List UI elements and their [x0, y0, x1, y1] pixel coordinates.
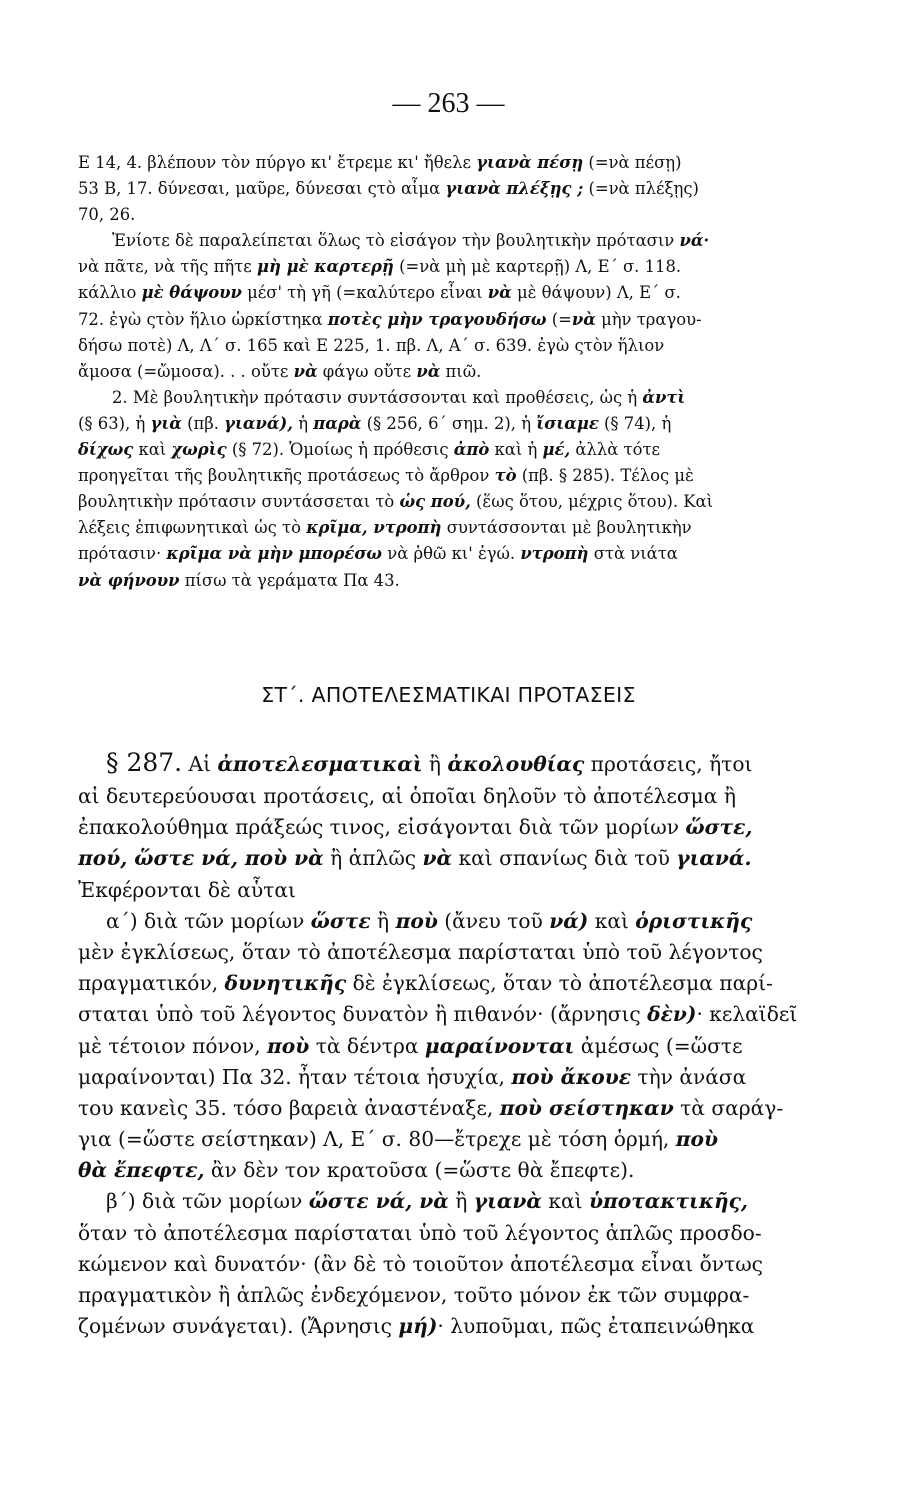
emphasis-term: ὁριστικῆς — [635, 908, 753, 933]
text-run: ἢ — [422, 752, 448, 776]
text-run: μὲ θάψουν) Λ, Ε΄ σ. — [511, 283, 681, 303]
text-run: αἱ δευτερεύουσαι προτάσεις, αἱ ὁποῖαι δηλοῦν τὸ ἀποτέλεσμα ἢ — [78, 784, 736, 808]
text-run: (=νὰ πέσῃ) — [583, 153, 682, 172]
text-run: προτάσεις, ἤτοι — [584, 752, 753, 776]
text-line — [78, 202, 823, 228]
emphasis-term: ποὺ — [395, 908, 438, 933]
text-line — [78, 812, 823, 843]
text-run: ἀμέσως (=ὥστε — [574, 1033, 743, 1058]
text-run: νὰ ῥθῶ κι' ἐγώ. — [382, 544, 521, 564]
emphasis-term: ποὺ — [675, 1127, 719, 1152]
text-run: τὴν ἀνάσα — [631, 1064, 747, 1089]
text-line — [78, 1155, 823, 1186]
text-line — [78, 968, 823, 999]
text-run: (= — [546, 309, 572, 329]
emphasis-term: κρῖμα, ντροπὴ — [306, 518, 442, 538]
emphasis-term: νὰ — [293, 361, 318, 381]
emphasis-term: θὰ ἔπεφτε, — [78, 1158, 205, 1183]
text-line — [78, 937, 823, 968]
text-run: (ἄνευ τοῦ — [437, 908, 550, 933]
text-line — [78, 385, 823, 411]
text-run: δὲ ἐγκλίσεως, ὅταν τὸ ἀποτέλεσμα παρί- — [346, 971, 773, 996]
text-run: μὲν ἐγκλίσεως, ὅταν τὸ ἀποτέλεσμα παρίσταται ὑπὸ τοῦ λέγοντος — [78, 939, 763, 964]
text-line — [78, 411, 823, 437]
text-run: του κανεὶς 35. τόσο βαρειὰ ἀναστέναξε, — [78, 1095, 500, 1120]
text-line — [78, 843, 823, 874]
text-run: καὶ — [588, 908, 636, 933]
text-run: ἐπακολούθημα πράξεώς τινος, εἰσάγονται διὰ τῶν μορίων — [78, 815, 686, 840]
emphasis-term: ποτὲς μὴν τραγουδήσω — [327, 309, 547, 329]
text-run: τὰ δέντρα — [309, 1033, 425, 1058]
main-text-block — [78, 745, 823, 1342]
emphasis-term: δὲν) — [647, 1002, 697, 1027]
text-run: (=νὰ μὴ μὲ καρτερῇ) Λ, Ε΄ σ. 118. — [393, 257, 682, 277]
text-line — [78, 333, 823, 359]
text-run: Ε 14, 4. βλέπουν τὸν πύργο κι' ἔτρεμε κι' ἤθελε — [78, 153, 477, 172]
text-run: ἂν δὲν τον κρατοῦσα (=ὥστε θὰ ἔπεφτε). — [204, 1158, 635, 1183]
text-run: πιῶ. — [440, 361, 482, 381]
emphasis-term: ὑποτακτικῆς, — [588, 1189, 748, 1214]
text-run: (§ 72). Ὁμοίως ἡ πρόθεσις — [226, 440, 454, 460]
emphasis-term: μαραίνονται — [424, 1033, 575, 1058]
section-heading: ΣΤ΄. ΑΠΟΤΕΛΕΣΜΑΤΙΚΑΙ ΠΡΟΤΑΣΕΙΣ — [261, 683, 636, 707]
text-run: ἢ — [370, 908, 396, 933]
text-run: πρότασιν· — [78, 544, 167, 564]
text-run: ἡ — [292, 413, 314, 433]
text-run: σταται ὑπὸ τοῦ λέγοντος δυνατὸν ἢ πιθανόν· (ἄρνησις — [78, 1002, 648, 1027]
text-line — [78, 359, 823, 385]
text-line — [78, 463, 823, 489]
text-run: (ἕως ὅτου, μέχρις ὅτου). Καὶ — [470, 492, 714, 512]
text-line — [78, 1093, 823, 1124]
text-run: προηγεῖται τῆς βουλητικῆς προτάσεως τὸ ἄρθρον — [78, 466, 495, 486]
emphasis-term: νὰ — [487, 283, 512, 303]
text-line — [78, 489, 823, 515]
text-run: μαραίνονται) Πα 32. ἦταν τέτοια ἡσυχία, — [78, 1064, 512, 1089]
text-run: (πβ. § 285). Τέλος μὲ — [516, 466, 694, 486]
text-run: μὲ τέτοιον πόνον, — [78, 1033, 268, 1058]
text-run: καὶ ἡ — [489, 440, 543, 460]
emphasis-term: ὥστε — [310, 908, 371, 933]
text-line — [78, 176, 823, 202]
text-run: 2. Μὲ βουλητικὴν πρότασιν συντάσσονται καὶ προθέσεις, ὡς ἡ — [112, 387, 643, 407]
emphasis-term: γιανὰ — [473, 1189, 542, 1214]
text-line — [78, 437, 823, 463]
emphasis-term: νὰ — [571, 309, 596, 329]
emphasis-term: νά) — [549, 908, 589, 933]
text-run: Ἐνίοτε δὲ παραλείπεται ὅλως τὸ εἰσάγον τὴν βουλητικὴν πρότασιν — [112, 231, 680, 251]
text-run: ὅταν τὸ ἀποτέλεσμα παρίσταται ὑπὸ τοῦ λέγοντος ἁπλῶς προσδο- — [78, 1220, 762, 1245]
emphasis-term: νὰ — [416, 361, 441, 381]
text-run: καὶ — [133, 440, 172, 460]
text-line — [78, 515, 823, 541]
text-line — [78, 1186, 823, 1217]
emphasis-term: δίχως — [78, 440, 134, 460]
section-paragraph-start — [78, 745, 823, 781]
text-line — [78, 999, 823, 1030]
text-run: φάγω οὔτε — [317, 361, 417, 381]
text-run: δήσω ποτὲ) Λ, Λ΄ σ. 165 καὶ Ε 225, 1. πβ. Λ, Α΄ σ. 639. ἐγὼ ςτὸν ἥλιον — [78, 335, 665, 355]
text-line — [78, 781, 823, 812]
emphasis-term: μή) — [398, 1314, 438, 1339]
emphasis-term: χωρὶς — [171, 440, 227, 460]
text-line — [78, 875, 823, 906]
text-run: βουλητικὴν πρότασιν συντάσσεται τὸ — [78, 492, 400, 512]
emphasis-term: ἀπὸ — [453, 440, 490, 460]
small-print-block — [78, 150, 823, 594]
page-number: — 263 — — [392, 88, 505, 119]
emphasis-term: μὲ θάψουν — [141, 283, 242, 303]
text-line — [78, 1031, 823, 1062]
text-run: · κελαϊδεῖ — [696, 1002, 798, 1027]
emphasis-term: μὴ μὲ καρτερῇ — [256, 257, 394, 277]
emphasis-term: κρῖμα νὰ μὴν μπορέσω — [166, 544, 383, 564]
text-line — [78, 307, 823, 333]
text-line — [78, 541, 823, 567]
emphasis-term: ὥστε, — [685, 815, 753, 840]
text-run: ζομένων συνάγεται). (Ἄρνησις — [78, 1314, 399, 1339]
emphasis-term: νὰ φήνουν — [78, 570, 180, 590]
text-line — [78, 1218, 823, 1249]
text-line — [78, 1062, 823, 1093]
emphasis-term: ἀκολουθίας — [447, 752, 585, 776]
text-run: στὰ νιάτα — [588, 544, 678, 564]
text-line — [78, 280, 823, 306]
text-run: καὶ — [541, 1189, 589, 1214]
text-run: (=νὰ πλέξῃς) — [583, 179, 699, 199]
emphasis-term: ὥστε νά, νὰ — [308, 1189, 449, 1214]
text-run: λέξεις ἐπιφωνητικαὶ ὡς τὸ — [78, 518, 307, 538]
text-run: ἄμοσα (=ὤμοσα). . . οὔτε — [78, 361, 294, 381]
text-run: 53 Β, 17. δύνεσαι, μαῦρε, δύνεσαι ςτὸ αἷμα — [78, 179, 446, 199]
text-run: νὰ πᾶτε, νὰ τῆς πῆτε — [78, 257, 257, 277]
text-line — [78, 568, 823, 594]
text-run: (§ 63), ἡ — [78, 413, 151, 433]
text-run: (§ 74), ἡ — [598, 413, 672, 433]
text-line — [78, 150, 823, 176]
text-run: 70, 26. — [78, 205, 136, 225]
text-line — [78, 1280, 823, 1311]
emphasis-term: νὰ — [422, 846, 453, 871]
text-run: ἀλλὰ τότε — [570, 440, 661, 460]
text-run: συντάσσονται μὲ βουλητικὴν — [441, 518, 692, 538]
emphasis-term: ντροπὴ — [520, 544, 589, 564]
emphasis-term: νά· — [679, 231, 710, 251]
text-line — [78, 1311, 823, 1342]
text-run: (§ 256, 6΄ σημ. 2), ἡ — [361, 413, 537, 433]
emphasis-term: τὸ — [494, 466, 517, 486]
emphasis-term: μέ, — [542, 440, 571, 460]
text-run: Ἐκφέρονται δὲ αὗται — [78, 877, 296, 902]
emphasis-term: γιὰ — [150, 413, 182, 433]
emphasis-term: ποὺ ἄκουε — [511, 1064, 631, 1089]
emphasis-term: παρὰ — [313, 413, 362, 433]
text-line — [78, 254, 823, 280]
text-line — [78, 1124, 823, 1155]
emphasis-term: ἴσιαμε — [536, 413, 599, 433]
text-run: β΄) διὰ τῶν μορίων — [106, 1189, 309, 1214]
text-run: τὰ σαράγ- — [673, 1095, 784, 1120]
text-run: για (=ὥστε σείστηκαν) Λ, Ε΄ σ. 80—ἔτρεχε μὲ τόση ὁρμή, — [78, 1127, 676, 1152]
emphasis-term: γιανά. — [676, 846, 752, 871]
text-run: § 287. — [106, 748, 183, 777]
emphasis-term: ἀποτελεσματικαὶ — [217, 752, 423, 776]
emphasis-term: γιανὰ πλέξῃς ; — [445, 179, 584, 199]
text-run: ἢ ἁπλῶς — [323, 846, 423, 871]
emphasis-term: γιανά), — [224, 413, 293, 433]
emphasis-term: πού, ὥστε νά, ποὺ νὰ — [78, 846, 324, 871]
text-run: ἢ — [448, 1189, 474, 1214]
text-line — [78, 228, 823, 254]
emphasis-term: γιανὰ πέσῃ — [476, 153, 584, 172]
text-run: πραγματικόν, — [78, 971, 225, 996]
emphasis-term: ποὺ — [267, 1033, 310, 1058]
text-run: πίσω τὰ γεράματα Πα 43. — [179, 570, 400, 590]
text-run: πραγματικὸν ἢ ἁπλῶς ἐνδεχόμενον, τοῦτο μόνον ἐκ τῶν συμφρα- — [78, 1283, 750, 1307]
text-run: α΄) διὰ τῶν μορίων — [106, 908, 311, 933]
emphasis-term: ποὺ σείστηκαν — [499, 1095, 674, 1120]
emphasis-term: ὡς πού, — [399, 492, 471, 512]
text-run: μέσ' τὴ γῆ (=καλύτερο εἶναι — [241, 283, 488, 303]
text-run: · λυποῦμαι, πῶς ἐταπεινώθηκα — [437, 1314, 755, 1339]
text-run: καὶ σπανίως διὰ τοῦ — [452, 846, 677, 871]
text-line — [78, 1249, 823, 1280]
text-run: Αἱ — [182, 752, 218, 776]
text-run: 72. ἐγὼ ςτὸν ἥλιο ὡρκίστηκα — [78, 309, 328, 329]
text-line — [78, 906, 823, 937]
emphasis-term: δυνητικῆς — [224, 971, 347, 996]
text-run: (πβ. — [181, 413, 225, 433]
text-run: κώμενον καὶ δυνατόν· (ἂν δὲ τὸ τοιοῦτον ἀποτέλεσμα εἶναι ὄντως — [78, 1251, 763, 1276]
text-run: κάλλιο — [78, 283, 142, 303]
emphasis-term: ἀντὶ — [642, 387, 686, 407]
text-run: μὴν τραγου- — [595, 309, 702, 329]
